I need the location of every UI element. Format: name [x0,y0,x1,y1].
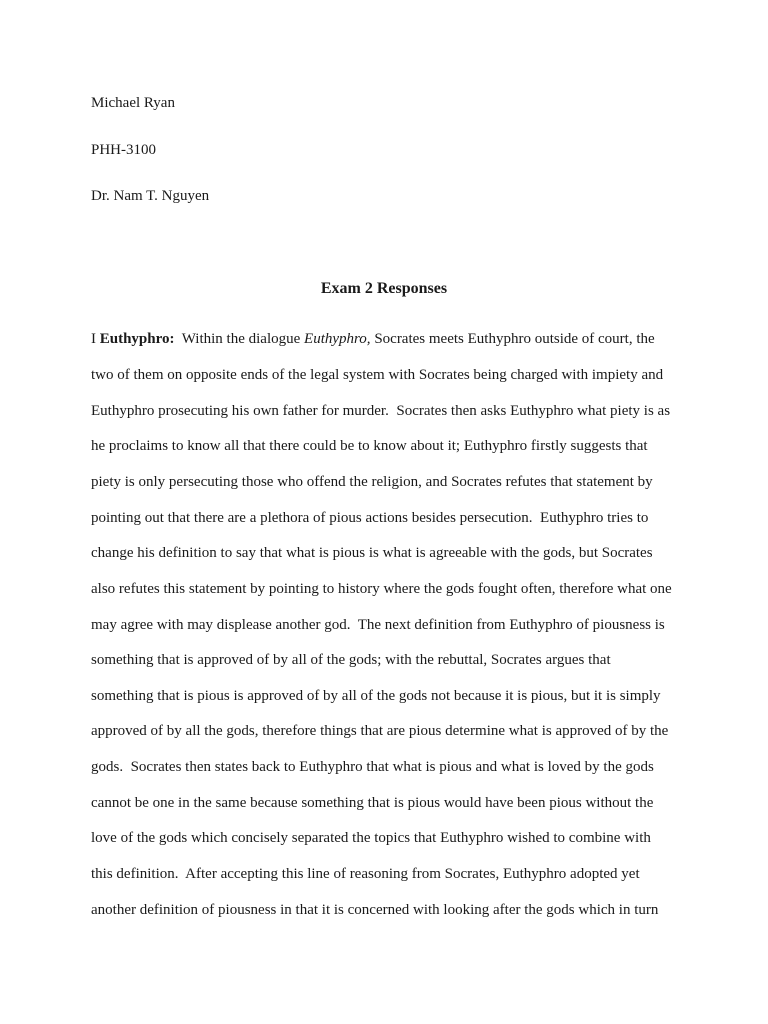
author-name: Michael Ryan [91,95,175,111]
paragraph-line: gods. Socrates then states back to Euthyphro that what is pious and what is loved by the gods [91,759,654,775]
paragraph-line: two of them on opposite ends of the legal system with Socrates being charged with impiety and [91,367,664,383]
document-title: Exam 2 Responses [320,280,448,297]
paragraph-line: may agree with may displease another god. The next definition from Euthyphro of piousness is [91,617,665,633]
paragraph-line: also refutes this statement by pointing to history where the gods fought often, therefore what one [91,581,672,597]
section-numeral: I [91,331,100,347]
intro-text-after: Socrates meets Euthyphro outside of court, the [370,331,655,347]
paragraph-line: something that is approved of by all of the gods; with the rebuttal, Socrates argues that [91,652,611,668]
paragraph-line: another definition of piousness in that it is concerned with looking after the gods which in turn [91,902,659,918]
work-title: Euthyphro, [304,331,371,347]
course-code: PHH-3100 [91,142,157,158]
instructor-name: Dr. Nam T. Nguyen [91,188,210,204]
paragraph-line: cannot be one in the same because something that is pious would have been pious without the [91,795,654,811]
paragraph-line: approved of by all the gods, therefore things that are pious determine what is approved of by the [91,723,669,739]
paragraph-line: pointing out that there are a plethora of pious actions besides persecution. Euthyphro tries to [91,510,649,526]
paragraph-line: piety is only persecuting those who offend the religion, and Socrates refutes that statement by [91,474,653,490]
paragraph-line: something that is pious is approved of by all of the gods not because it is pious, but it is simply [91,688,661,704]
paragraph-line: this definition. After accepting this line of reasoning from Socrates, Euthyphro adopted yet [91,866,640,882]
paragraph-line: he proclaims to know all that there could be to know about it; Euthyphro firstly suggests that [91,438,648,454]
paragraph-line: change his definition to say that what is pious is what is agreeable with the gods, but Socrates [91,545,653,561]
paragraph-first-line [91,330,655,348]
intro-text-before: Within the dialogue [174,331,305,347]
paragraph-line: Euthyphro prosecuting his own father for murder. Socrates then asks Euthyphro what piety is as [91,403,671,419]
section-heading: Euthyphro: [99,331,175,347]
paragraph-line: love of the gods which concisely separated the topics that Euthyphro wished to combine with [91,830,651,846]
